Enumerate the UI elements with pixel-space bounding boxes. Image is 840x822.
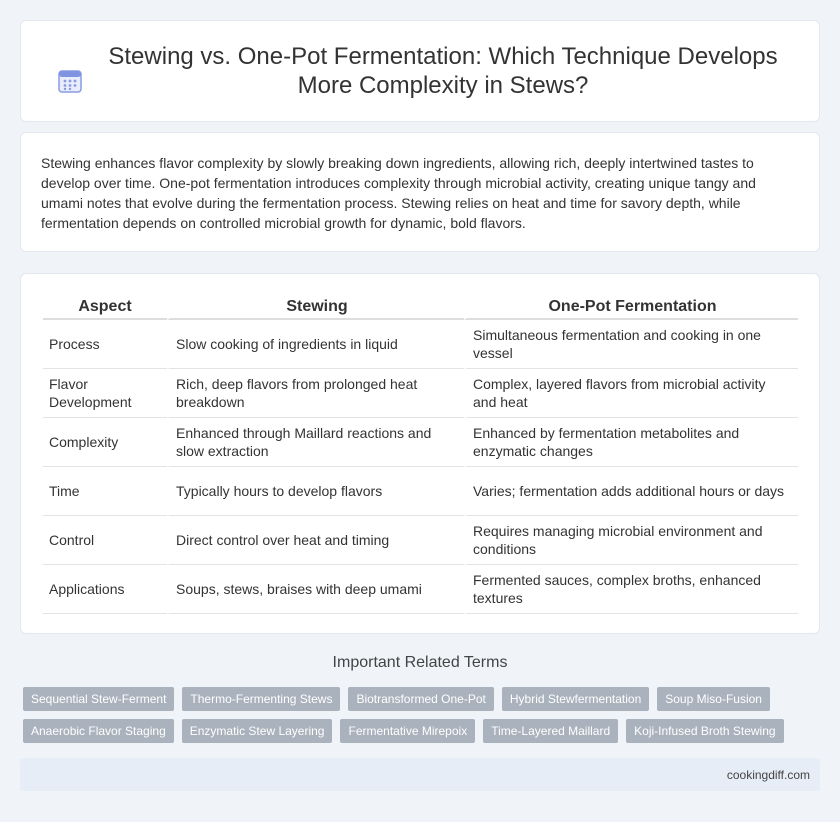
header-fermentation: One-Pot Fermentation	[464, 294, 798, 320]
cell-stewing: Rich, deep flavors from prolonged heat breakdown	[167, 369, 464, 418]
tag-time-layered-maillard[interactable]: Time-Layered Maillard	[483, 719, 618, 743]
comparison-table	[43, 294, 798, 614]
comparison-card	[20, 273, 820, 634]
tag-row-1	[23, 687, 823, 711]
cell-fermentation: Simultaneous fermentation and cooking in one vessel	[464, 320, 798, 369]
calendar-grid-icon	[57, 68, 83, 94]
cell-aspect: Control	[43, 516, 167, 565]
tag-row-2	[23, 719, 823, 743]
table-header-row	[43, 294, 798, 320]
page-title: Stewing vs. One-Pot Fermentation: Which Technique Develops More Complexity in Stews?	[108, 43, 778, 99]
cell-stewing: Slow cooking of ingredients in liquid	[167, 320, 464, 369]
cell-aspect: Flavor Development	[43, 369, 167, 418]
tag-enzymatic-stew-layering[interactable]: Enzymatic Stew Layering	[182, 719, 333, 743]
tag-thermo-fermenting-stews[interactable]: Thermo-Fermenting Stews	[182, 687, 340, 711]
title-card	[20, 20, 820, 122]
tag-hybrid-stewfermentation[interactable]: Hybrid Stewfermentation	[502, 687, 649, 711]
cell-fermentation: Complex, layered flavors from microbial activity and heat	[464, 369, 798, 418]
cell-fermentation: Enhanced by fermentation metabolites and enzymatic changes	[464, 418, 798, 467]
header-stewing: Stewing	[167, 294, 464, 320]
intro-card	[20, 132, 820, 252]
tag-anaerobic-flavor-staging[interactable]: Anaerobic Flavor Staging	[23, 719, 174, 743]
cell-aspect: Applications	[43, 565, 167, 614]
table-row	[43, 369, 798, 418]
tag-soup-miso-fusion[interactable]: Soup Miso-Fusion	[657, 687, 770, 711]
intro-paragraph: Stewing enhances flavor complexity by slowly breaking down ingredients, allowing rich, deeply intertwined tastes to develop over time. One-pot fermentation introduces complexity through microbial activity, creating unique tangy and umami notes that evolve during the fermentation process. Stewing relies on heat and time for savory depth, while fermentation depends on controlled microbial growth for dynamic, bold flavors.	[41, 155, 756, 231]
related-terms-list	[23, 687, 823, 751]
tag-koji-infused-broth-stewing[interactable]: Koji-Infused Broth Stewing	[626, 719, 783, 743]
table-row	[43, 320, 798, 369]
tag-fermentative-mirepoix[interactable]: Fermentative Mirepoix	[340, 719, 475, 743]
cell-fermentation: Requires managing microbial environment and conditions	[464, 516, 798, 565]
related-terms-title: Important Related Terms	[332, 654, 508, 671]
cell-stewing: Enhanced through Maillard reactions and slow extraction	[167, 418, 464, 467]
cell-stewing: Typically hours to develop flavors	[167, 467, 464, 516]
title-wrap	[57, 42, 783, 100]
table-row	[43, 516, 798, 565]
cell-aspect: Time	[43, 467, 167, 516]
cell-aspect: Process	[43, 320, 167, 369]
footer	[20, 758, 820, 791]
footer-site-link[interactable]: cookingdiff.com	[726, 768, 810, 782]
tag-biotransformed-one-pot[interactable]: Biotransformed One-Pot	[348, 687, 493, 711]
header-aspect: Aspect	[43, 294, 167, 320]
cell-aspect: Complexity	[43, 418, 167, 467]
table-row	[43, 467, 798, 516]
table-row	[43, 418, 798, 467]
cell-fermentation: Varies; fermentation adds additional hours or days	[464, 467, 798, 516]
table-row	[43, 565, 798, 614]
cell-stewing: Direct control over heat and timing	[167, 516, 464, 565]
cell-fermentation: Fermented sauces, complex broths, enhanced textures	[464, 565, 798, 614]
cell-stewing: Soups, stews, braises with deep umami	[167, 565, 464, 614]
tag-sequential-stew-ferment[interactable]: Sequential Stew-Ferment	[23, 687, 174, 711]
